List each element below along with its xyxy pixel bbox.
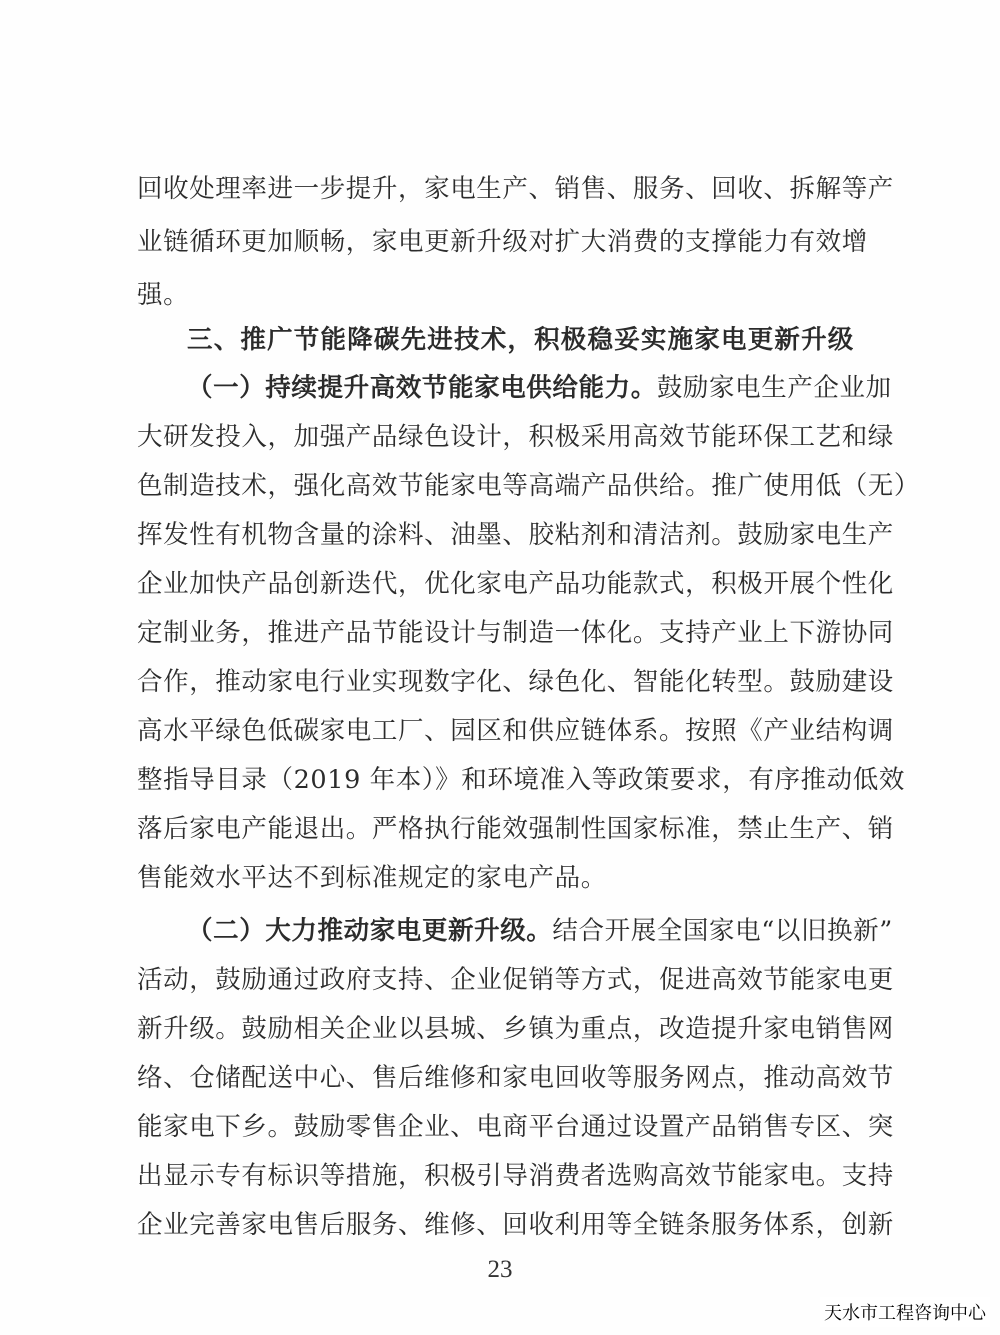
text-line: 挥发性有机物含量的涂料、油墨、胶粘剂和清洁剂。鼓励家电生产: [137, 520, 894, 550]
paragraph-text: 鼓励家电生产企业加: [656, 373, 892, 403]
text-line: 活动，鼓励通过政府支持、企业促销等方式，促进高效节能家电更: [137, 965, 894, 995]
text-line: 强。: [137, 280, 190, 310]
paragraph-first-line: [187, 364, 892, 412]
text-line: 合作，推动家电行业实现数字化、绿色化、智能化转型。鼓励建设: [137, 667, 894, 697]
page-number: 23: [487, 1256, 513, 1283]
text-line: 落后家电产能退出。严格执行能效强制性国家标准，禁止生产、销: [137, 814, 894, 844]
text-line: 出显示专有标识等措施，积极引导消费者选购高效节能家电。支持: [137, 1161, 894, 1191]
watermark-text: 天水市工程咨询中心: [820, 1297, 990, 1327]
text-line: 络、仓储配送中心、售后维修和家电回收等服务网点，推动高效节: [137, 1063, 894, 1093]
text-line: 整指导目录（2019 年本）》和环境准入等政策要求，有序推动低效: [137, 765, 905, 795]
text-line: 新升级。鼓励相关企业以县城、乡镇为重点，改造提升家电销售网: [137, 1014, 894, 1044]
paragraph-lead: （二）大力推动家电更新升级。: [187, 916, 553, 946]
section-heading: 三、推广节能降碳先进技术，积极稳妥实施家电更新升级: [187, 325, 855, 355]
text-line: 企业完善家电售后服务、维修、回收利用等全链条服务体系，创新: [137, 1210, 894, 1240]
text-line: 业链循环更加顺畅，家电更新升级对扩大消费的支撑能力有效增: [137, 227, 868, 257]
text-line: 能家电下乡。鼓励零售企业、电商平台通过设置产品销售专区、突: [137, 1112, 894, 1142]
paragraph-text: 结合开展全国家电“以旧换新”: [552, 916, 893, 946]
text-line: 回收处理率进一步提升，家电生产、销售、服务、回收、拆解等产: [137, 174, 894, 204]
text-line: 定制业务，推进产品节能设计与制造一体化。支持产业上下游协同: [137, 618, 894, 648]
text-line: 高水平绿色低碳家电工厂、园区和供应链体系。按照《产业结构调: [137, 716, 894, 746]
text-line: 色制造技术，强化高效节能家电等高端产品供给。推广使用低（无）: [137, 471, 921, 501]
text-line: 售能效水平达不到标准规定的家电产品。: [137, 863, 607, 893]
text-line: 企业加快产品创新迭代，优化家电产品功能款式，积极开展个性化: [137, 569, 894, 599]
paragraph-first-line: [187, 907, 893, 955]
paragraph-lead: （一）持续提升高效节能家电供给能力。: [187, 373, 657, 403]
text-line: 大研发投入，加强产品绿色设计，积极采用高效节能环保工艺和绿: [137, 422, 894, 452]
